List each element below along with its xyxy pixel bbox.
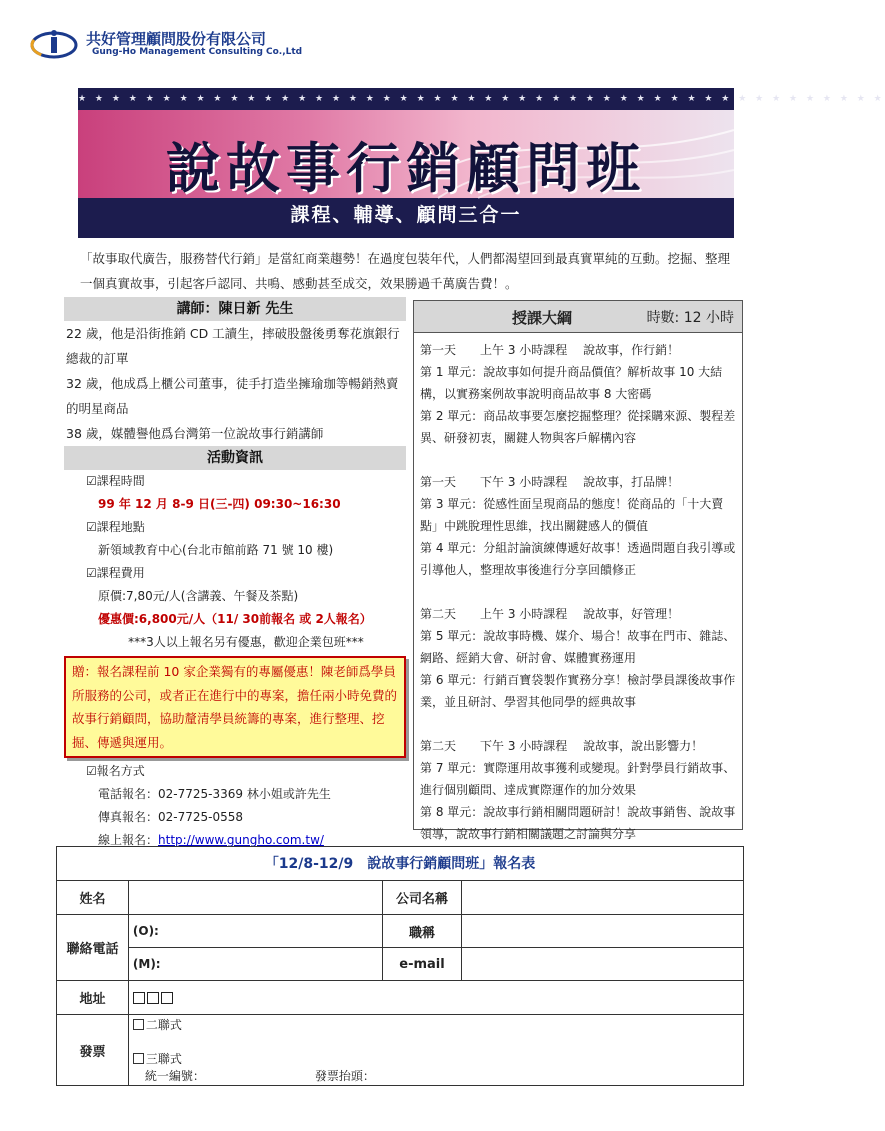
job-title-field[interactable] [462, 915, 744, 948]
company-label: 公司名稱 [382, 881, 462, 915]
phone-label: 聯絡電話 [57, 915, 129, 981]
address-field[interactable] [128, 981, 743, 1015]
signup-fax: 傳真報名：02-7725-0558 [98, 810, 244, 824]
company-name-en: Gung-Ho Management Consulting Co.,Ltd [92, 47, 303, 57]
name-label: 姓名 [57, 881, 129, 915]
invoice-three-option[interactable] [133, 1051, 739, 1068]
outline-block-day2-pm [420, 735, 736, 845]
invoice-three-checkbox[interactable] [133, 1053, 144, 1064]
outline-unit: 第 3 單元：從感性面呈現商品的態度！從商品的「十大賣點」中跳脫理性思維，找出關鍵感人的價值 [420, 497, 724, 533]
email-label: e-mail [382, 948, 462, 981]
invoice-two-option[interactable] [133, 1017, 739, 1034]
phone-mobile-field[interactable]: (M): [128, 948, 382, 981]
place-label: ☑課程地點 [86, 520, 145, 534]
invoice-two-label: 二聯式 [145, 1018, 182, 1032]
banner-subtitle: 課程、輔導、顧問三合一 [290, 204, 522, 226]
company-field[interactable] [462, 881, 744, 915]
signup-phone: 電話報名：02-7725-3369 林小姐或許先生 [98, 787, 331, 801]
outline-header [414, 301, 742, 333]
outline-unit: 第 8 單元：說故事行銷相關問題研討！說故事銷售、說故事領導，說故事行銷相關議題之討論與分享 [420, 805, 736, 841]
outline-unit: 第 4 單元：分組討論演練傳遞好故事！透過問題自我引導或引導他人，整理故事後進行分享回饋修正 [420, 541, 736, 577]
signup-online-prefix: 線上報名： [98, 833, 159, 847]
outline-block-day1-pm [420, 471, 736, 581]
left-column [64, 297, 406, 852]
outline-body [414, 333, 742, 845]
instructor-bio-3: 38 歲，媒體譽他爲台灣第一位說故事行銷講師 [66, 426, 324, 441]
outline-unit: 第 2 單元：商品故事要怎麼挖掘整理？從採購來源、製程差異、研發初衷，關鍵人物與客戶解構內容 [420, 409, 736, 445]
outline-block-head: 第二天 上午 3 小時課程 說故事，好管理！ [420, 607, 680, 621]
time-label: ☑課程時間 [86, 474, 145, 488]
promo-box: 贈：報名課程前 10 家企業獨有的專屬優惠！陳老師爲學員所服務的公司，或者正在進行中的專案，擔任兩小時免費的故事行銷顧問，協助釐清學員統籌的專案，進行整理、挖掘、傳遞與運用。 [64, 656, 406, 758]
fee-group: ***3人以上報名另有優惠，歡迎企業包班*** [128, 635, 364, 649]
activity-heading: 活動資訊 [64, 446, 406, 470]
outline-block-head: 第一天 上午 3 小時課程 說故事，作行銷！ [420, 343, 680, 357]
job-title-label: 職稱 [382, 915, 462, 948]
time-value: 99 年 12 月 8-9 日(三-四) 09:30~16:30 [98, 497, 341, 511]
instructor-heading: 講師：陳日新 先生 [64, 297, 406, 321]
registration-form-title: 「12/8-12/9 說故事行銷顧問班」報名表 [56, 846, 744, 880]
postal-code-box[interactable] [161, 992, 173, 1004]
outline-block-head: 第一天 下午 3 小時課程 說故事，打品牌！ [420, 475, 680, 489]
outline-unit: 第 5 單元：說故事時機、媒介、場合！故事在門市、雜誌、網路、經銷大會、研討會、媒體實務運用 [420, 629, 736, 665]
outline-unit: 第 7 單元：實際運用故事獲利或變現。針對學員行銷故事、進行個別顧問、達成實際運作的加分效果 [420, 761, 736, 797]
outline-block-day1-am [420, 339, 736, 449]
outline-title: 授課大綱 [512, 309, 573, 327]
outline-unit: 第 6 單元：行銷百寶袋製作實務分享！檢討學員課後故事作業，並且研討、學習其他同學的經典故事 [420, 673, 736, 709]
signup-label: ☑報名方式 [86, 764, 145, 778]
company-logo-icon [30, 28, 78, 62]
invoice-three-label: 三聯式 [145, 1052, 182, 1066]
instructor-bio-1: 22 歲，他是沿街推銷 CD 工讀生，摔破股盤後勇奪花旗銀行總裁的訂單 [66, 326, 400, 366]
phone-office-field[interactable]: (O): [128, 915, 382, 948]
intro-paragraph: 「故事取代廣告，服務替代行銷」是當紅商業趨勢！在過度包裝年代，人們都渴望回到最真實單純的互動。挖掘、整理一個真實故事，引起客戶認同、共鳴、感動甚至成交，效果勝過千萬廣告費！。 [80, 251, 731, 291]
fee-discount: 優惠價:6,800元/人（11/ 30前報名 或 2人報名） [98, 612, 372, 626]
invoice-label: 發票 [57, 1015, 129, 1086]
company-name-cn: 共好管理顧問股份有限公司 [86, 30, 267, 48]
fee-original: 原價:7,80元/人(含講義、午餐及茶點) [98, 589, 299, 603]
address-label: 地址 [57, 981, 129, 1015]
name-field[interactable] [128, 881, 382, 915]
place-value: 新領域教育中心(台北市館前路 71 號 10 樓) [98, 543, 334, 557]
course-banner [78, 88, 885, 238]
email-field[interactable] [462, 948, 744, 981]
registration-form [56, 880, 744, 1086]
instructor-bio-2: 32 歲，他成爲上櫃公司董事，徒手打造坐擁瑜珈等暢銷熱賣的明星商品 [66, 376, 399, 416]
activity-info [64, 470, 406, 852]
banner-gradient [78, 110, 734, 198]
invoice-options [128, 1015, 743, 1086]
fee-label: ☑課程費用 [86, 566, 145, 580]
outline-block-day2-am [420, 603, 736, 713]
invoice-two-checkbox[interactable] [133, 1019, 144, 1030]
banner-title: 說故事行銷顧問班 [166, 137, 646, 200]
course-outline [413, 300, 743, 841]
outline-unit: 第 1 單元：說故事如何提升商品價值？解析故事 10 大結構，以實務案例故事說明商品故事 8 大密碼 [420, 365, 723, 401]
postal-code-box[interactable] [147, 992, 159, 1004]
postal-code-box[interactable] [133, 992, 145, 1004]
outline-block-head: 第二天 下午 3 小時課程 說故事，說出影響力！ [420, 739, 704, 753]
star-row-decoration: ★ ★ ★ ★ ★ ★ ★ ★ ★ ★ ★ ★ ★ ★ ★ ★ ★ ★ ★ ★ ★ ★ ★ ★ ★ ★ ★ ★ ★ ★ ★ ★ ★ ★ ★ ★ ★ ★ ★ ★ ★ ★ ★ ★ ★ ★ ★ ★ [78, 94, 885, 104]
outline-hours: 時數: 12 小時 [646, 310, 734, 326]
invoice-header-label: 發票抬頭： [314, 1069, 375, 1083]
tax-id-label: 統一編號： [144, 1069, 205, 1083]
signup-link[interactable]: http://www.gungho.com.tw/ [158, 833, 324, 847]
